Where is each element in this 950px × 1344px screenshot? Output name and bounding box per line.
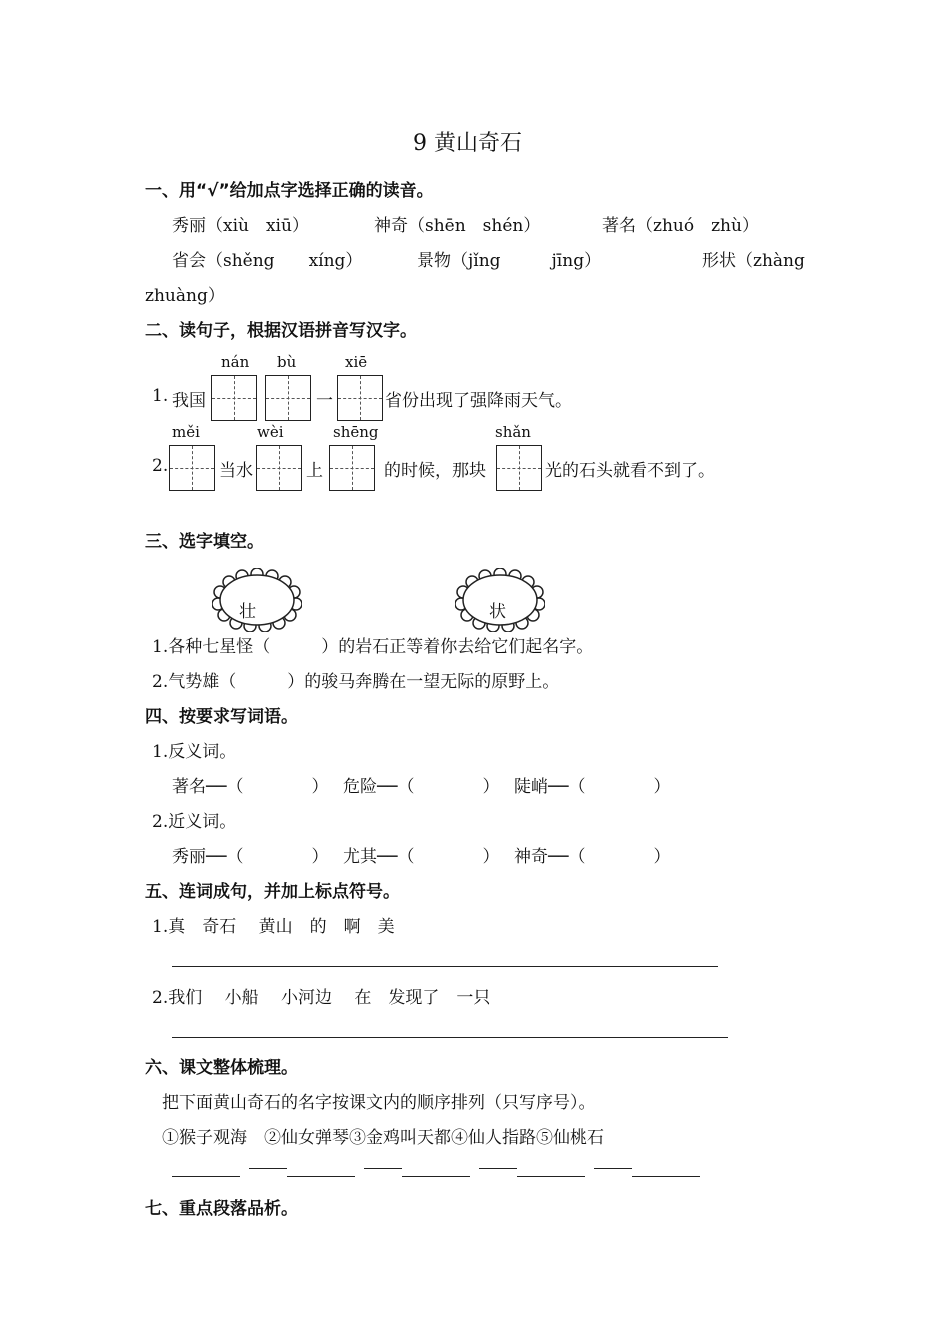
word-order-question: 2.我们 小船 小河边 在 发现了 一只 [152, 988, 491, 1008]
antonym-item: 著名──（ ） [172, 777, 329, 797]
pinyin-label: wèi [257, 423, 284, 441]
writing-grid-box[interactable] [265, 375, 311, 421]
order-answer-blank[interactable] [287, 1176, 355, 1177]
writing-grid-box[interactable] [337, 375, 383, 421]
s1-item: 省会（shěng xíng） [172, 251, 363, 271]
answer-line[interactable] [172, 966, 718, 967]
order-arrow-dash [249, 1168, 287, 1169]
choice-character: 壮 [239, 602, 256, 622]
section-7-heading: 七、重点段落品析。 [145, 1199, 298, 1219]
section-1-heading: 一、用“√”给加点字选择正确的读音。 [145, 181, 434, 201]
s1-item: 神奇（shēn shén） [374, 216, 541, 236]
pinyin-label: shēng [333, 423, 379, 441]
section-2-heading: 二、读句子，根据汉语拼音写汉字。 [145, 321, 417, 341]
sentence-part: 一 [316, 391, 333, 411]
s1-item: 景物（jǐng jīng） [417, 251, 602, 271]
sentence-part: 省份出现了强降雨天气。 [385, 391, 572, 411]
pinyin-label: nán [221, 353, 250, 371]
pinyin-label: xiē [345, 353, 368, 371]
choice-character: 状 [489, 602, 506, 622]
answer-line[interactable] [172, 1037, 728, 1038]
pinyin-label: shǎn [495, 423, 531, 441]
section-6-heading: 六、课文整体梳理。 [145, 1058, 298, 1078]
flower-choice-icon [212, 568, 302, 632]
s1-item: 秀丽（xiù xiū） [172, 216, 309, 236]
word-order-question: 1.真 奇石 黄山 的 啊 美 [152, 917, 395, 937]
sentence-part: 我国 [172, 391, 206, 411]
writing-grid-box[interactable] [169, 445, 215, 491]
writing-grid-box[interactable] [256, 445, 302, 491]
sentence-part: 的时候，那块 [384, 461, 486, 481]
sentence-part: 当水 [219, 461, 253, 481]
sentence-part: 上 [306, 461, 323, 481]
writing-grid-box[interactable] [329, 445, 375, 491]
synonym-item: 神奇──（ ） [514, 847, 671, 867]
page-title: 9 黄山奇石 [413, 131, 522, 156]
subheading: 1.反义词。 [152, 742, 237, 762]
order-answer-blank[interactable] [517, 1176, 585, 1177]
order-answer-blank[interactable] [632, 1176, 700, 1177]
stone-name-list: ①猴子观海 ②仙女弹琴③金鸡叫天都④仙人指路⑤仙桃石 [162, 1128, 604, 1148]
s1-item: 形状（zhàng [702, 251, 805, 271]
order-answer-blank[interactable] [402, 1176, 470, 1177]
order-answer-blank[interactable] [172, 1176, 240, 1177]
writing-grid-box[interactable] [496, 445, 542, 491]
s1-item: 著名（zhuó zhù） [602, 216, 759, 236]
question-number: 2. [152, 456, 169, 476]
section-3-heading: 三、选字填空。 [145, 532, 264, 552]
sentence-part: 光的石头就看不到了。 [545, 461, 715, 481]
synonym-item: 尤其──（ ） [343, 847, 500, 867]
fill-blank-question: 2.气势雄（ ）的骏马奔腾在一望无际的原野上。 [152, 672, 560, 692]
antonym-item: 陡峭──（ ） [514, 777, 671, 797]
section-4-heading: 四、按要求写词语。 [145, 707, 298, 727]
question-number: 1. [152, 386, 169, 406]
s1-item-continued: zhuàng） [145, 286, 225, 306]
instruction-text: 把下面黄山奇石的名字按课文内的顺序排列（只写序号）。 [162, 1093, 596, 1113]
fill-blank-question: 1.各种七星怪（ ）的岩石正等着你去给它们起名字。 [152, 637, 594, 657]
synonym-item: 秀丽──（ ） [172, 847, 329, 867]
antonym-item: 危险──（ ） [343, 777, 500, 797]
pinyin-label: měi [172, 423, 200, 441]
order-arrow-dash [364, 1168, 402, 1169]
section-5-heading: 五、连词成句，并加上标点符号。 [145, 882, 400, 902]
pinyin-label: bù [277, 353, 297, 371]
subheading: 2.近义词。 [152, 812, 237, 832]
order-arrow-dash [479, 1168, 517, 1169]
order-arrow-dash [594, 1168, 632, 1169]
writing-grid-box[interactable] [211, 375, 257, 421]
